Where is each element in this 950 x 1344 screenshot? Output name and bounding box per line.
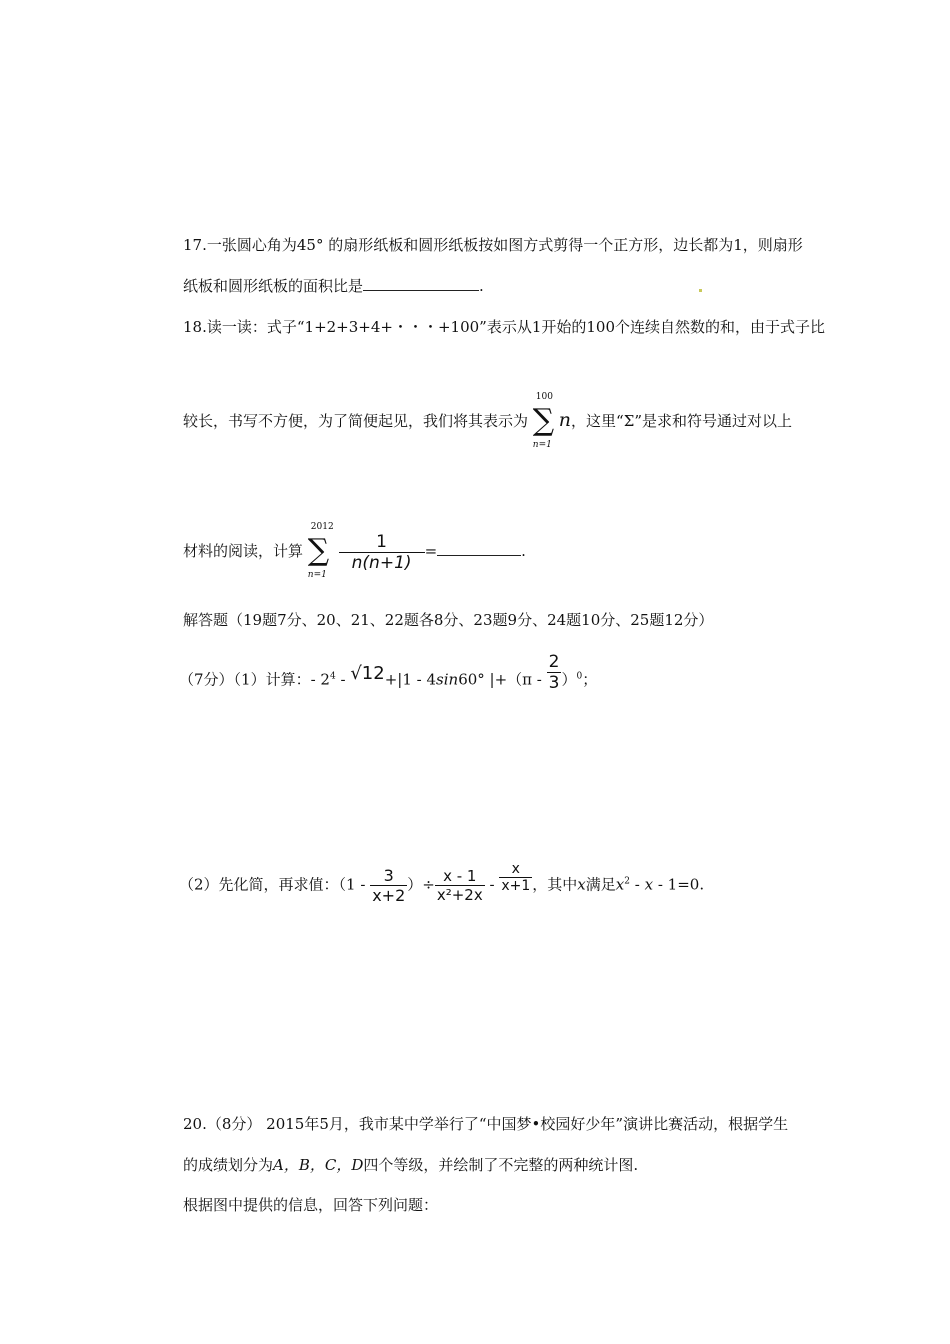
q20-text2b: 四个等级，并绘制了不完整的两种统计图. xyxy=(363,1156,639,1174)
q19-p1-exp: 4 xyxy=(329,671,336,682)
q18-line1 xyxy=(183,316,825,337)
q18-text3a: 材料的阅读，计算 xyxy=(183,542,304,560)
sum2-sigma: ∑ xyxy=(307,533,330,568)
q18-equals: = xyxy=(424,542,438,560)
q19-p2-x: x xyxy=(577,875,586,894)
q19-p1-b: - xyxy=(335,670,351,689)
stray-dot-mark xyxy=(699,289,702,292)
q19-p2-minus: - xyxy=(484,875,500,894)
section-title: 解答题（19题7分、20、21、22题各8分、23题9分、24题10分、25题12分） xyxy=(183,611,714,629)
q19-p1-sqrt: √12 xyxy=(350,662,385,684)
q19-p2-f3-num: x xyxy=(499,861,532,878)
q17-line2 xyxy=(183,275,484,296)
q19-p2-tail-b: 满足 xyxy=(585,875,616,894)
q19-p2-f2-num: x - 1 xyxy=(435,867,485,886)
q19-p1-d: 60° |+（π - xyxy=(458,670,547,689)
q17-end: . xyxy=(479,277,484,295)
q17-answer-blank[interactable] xyxy=(363,290,479,291)
q18-answer-blank[interactable] xyxy=(437,555,521,556)
sum2-upper: 2012 xyxy=(310,522,334,532)
q17-line1 xyxy=(183,234,803,255)
q19-p2-f1-den: x+2 xyxy=(372,886,406,905)
q19-part2 xyxy=(179,861,705,905)
q19-p2-label: （2）先化简，再求值：（1 - xyxy=(179,875,371,894)
q19-p2-f2-den: x²+2x xyxy=(436,886,483,904)
q18-text2a: 较长，书写不方便，为了简便起见，我们将其表示为 xyxy=(183,412,529,430)
q19-p2-fraction2 xyxy=(435,867,485,904)
q19-p2-tail-a: ，其中 xyxy=(532,875,578,894)
q19-p2-tail-c: - xyxy=(629,875,645,894)
q17-text2: 纸板和圆形纸板的面积比是 xyxy=(183,277,364,295)
q19-p2-x3: x xyxy=(644,875,654,894)
q19-p1-fraction xyxy=(547,652,562,693)
q19-p2-tail-d: - 1=0. xyxy=(653,875,705,894)
q19-p2-x2: x xyxy=(615,875,625,894)
q19-p2-f1-num: 3 xyxy=(370,866,407,886)
q18-text2b: ，这里“Σ”是求和符号通过对以上 xyxy=(571,412,792,430)
q19-part1 xyxy=(179,652,598,701)
q19-p2-exp: 2 xyxy=(624,876,630,887)
sum2-lower: n=1 xyxy=(307,570,327,580)
sum2-fraction xyxy=(339,532,425,573)
q17-text1: 17.一张圆心角为45° 的扇形纸板和圆形纸板按如图方式剪得一个正方形，边长都为1，则扇形 xyxy=(183,236,803,254)
q20-grades: A，B，C，D xyxy=(273,1156,364,1174)
q19-p2-fraction3 xyxy=(499,861,532,894)
q20-line3 xyxy=(183,1194,438,1215)
q18-line2 xyxy=(183,392,792,450)
q19-p2-mid: ）÷ xyxy=(407,875,435,894)
sum2-numerator: 1 xyxy=(339,532,425,553)
sum1-term: n xyxy=(558,409,572,431)
q20-text1: 20.（8分） 2015年5月，我市某中学举行了“中国梦•校园好少年”演讲比赛活动，根据学生 xyxy=(183,1115,789,1133)
summation-100-n xyxy=(532,392,559,450)
sum1-upper: 100 xyxy=(535,392,553,402)
q18-end: . xyxy=(521,542,526,560)
q19-p2-fraction1 xyxy=(370,866,407,905)
sum1-lower: n=1 xyxy=(532,440,552,450)
q19-p1-label: （7分）（1）计算： xyxy=(179,670,311,689)
q19-p1-c: +|1 - 4 xyxy=(384,670,437,689)
q19-p1-exp0: 0 xyxy=(576,671,583,682)
q20-line2 xyxy=(183,1154,638,1175)
q19-p1-frac-num: 2 xyxy=(548,652,560,672)
q18-text1: 18.读一读：式子“1+2+3+4+・・・+100”表示从1开始的100个连续自然数的和，由于式子比 xyxy=(183,318,826,336)
q19-p1-a: - 2 xyxy=(310,670,330,689)
q19-p1-end: ； xyxy=(582,670,598,689)
q18-line3 xyxy=(183,522,526,580)
sum1-sigma: ∑ xyxy=(532,403,555,438)
q20-line1 xyxy=(183,1113,788,1134)
q20-text3: 根据图中提供的信息，回答下列问题： xyxy=(183,1196,439,1214)
summation-2012 xyxy=(307,522,334,580)
section-heading xyxy=(183,609,713,630)
q19-p1-sin: sin xyxy=(436,670,459,689)
q19-p1-e: ） xyxy=(561,670,577,689)
q19-p2-f3-den: x+1 xyxy=(501,878,531,894)
q20-text2a: 的成绩划分为 xyxy=(183,1156,274,1174)
q19-p1-frac-den: 3 xyxy=(548,673,560,693)
sum2-denominator: n(n+1) xyxy=(351,552,412,573)
